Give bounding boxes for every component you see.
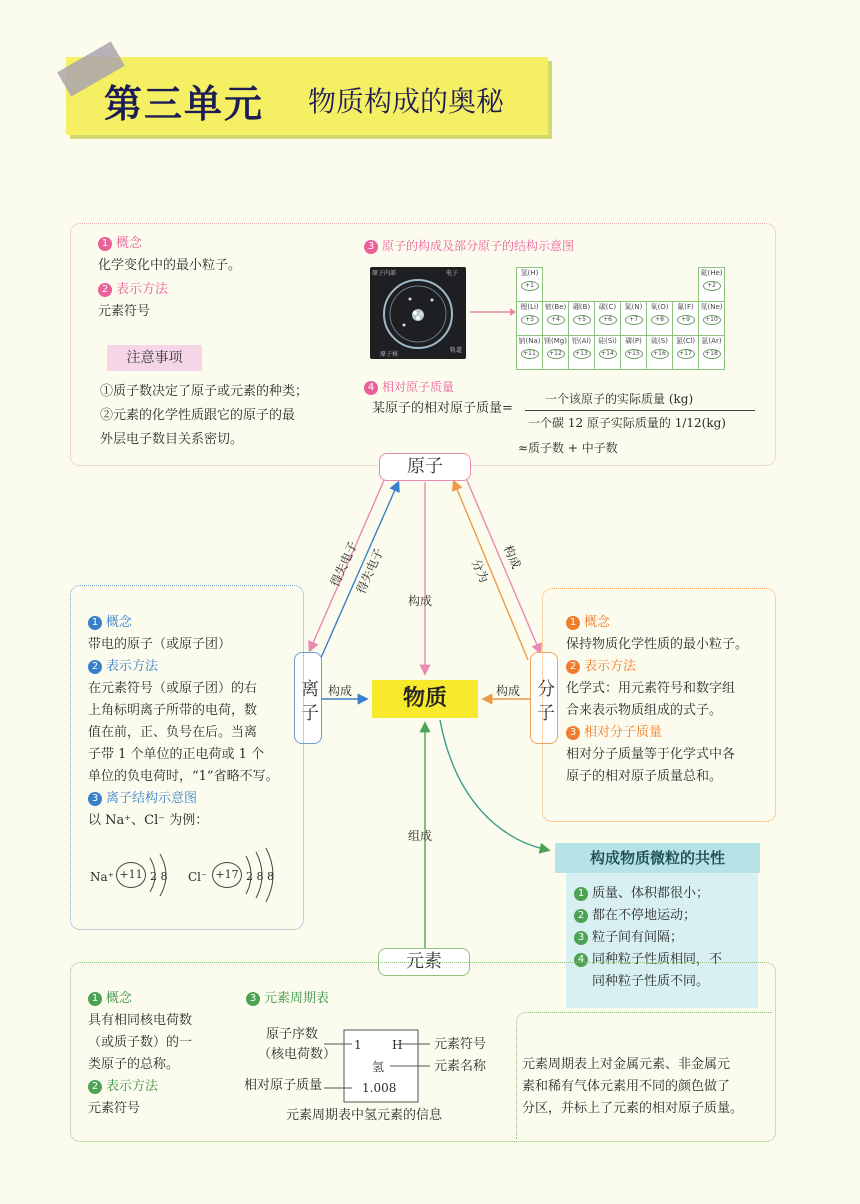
ion-repr-line-5: 单位的负电荷时，“1”省略不写。 [88,769,279,784]
element-cell-charge: +5 [573,315,591,325]
pt-atomic-no-label-1: 原子序数 [266,1027,319,1042]
element-cell-charge: +13 [573,349,591,359]
atom-structure-heading: 3 原子的构成及部分原子的结构示意图 [364,235,574,257]
label-mol-compose: 构成 [500,543,524,571]
ram-lhs: 某原子的相对原子质量= [372,401,513,416]
atom-repr-text: 元素符号 [98,304,151,319]
element-note [522,1054,772,1120]
common-item-4: 同种粒子性质相同，不 [592,952,723,967]
ion-diagram-intro: 以 Na⁺、Cl⁻ 为例： [88,813,209,828]
element-cell-name: 铝(Al) [571,337,592,345]
ram-numerator: 一个该原子的实际质量 (kg) [545,392,694,406]
element-cell-name: 氢(H) [520,269,539,277]
label-gain-lose-1: 得失电子 [327,539,361,589]
label-element-to-matter: 组成 [408,829,433,843]
ion-repr-line-2: 上角标明离子所带的电荷，数 [88,703,258,718]
pt-mass-value: 1.008 [362,1081,397,1095]
atom-left-column: 1 概念 化学变化中的最小粒子。 2 表示方法 元素符号 [98,233,348,323]
element-cell-name: 氦(He) [700,269,723,277]
element-cell-name: 硅(Si) [598,337,617,345]
mol-repr-line-1: 化学式：用元素符号和数字组 [566,681,736,696]
element-concept-heading: 概念 [106,991,133,1006]
ion-diagram-heading: 离子结构示意图 [106,791,198,806]
element-cell-name: 硼(B) [572,303,591,311]
element-cell-charge: +11 [521,349,539,359]
element-concept-line-3: 类原子的总称。 [88,1057,180,1072]
ion-repr-line-4: 子带 1 个单位的正电荷或 1 个 [88,747,265,762]
element-cell-charge: +17 [677,349,695,359]
element-cell-charge: +4 [547,315,565,325]
element-cell-charge: +15 [625,349,643,359]
pt-caption: 元素周期表中氢元素的信息 [286,1108,443,1123]
ion-repr-line-3: 值在前，正、负号在后。当离 [88,725,258,740]
na-nucleus: +11 [116,862,146,888]
node-molecule: 分子 [530,652,558,744]
mol-rmm-line-2: 原子的相对原子质量总和。 [566,769,723,784]
pt-symbol-label: 元素符号 [434,1037,487,1052]
ion-concept-text: 带电的原子（或原子团） [88,637,232,652]
element-cell-charge: +14 [599,349,617,359]
pt-number: 1 [354,1038,362,1052]
img-label-nucleus: 原子核 [380,351,399,358]
element-cell-charge: +3 [521,315,539,325]
ion-repr-heading: 表示方法 [106,659,159,674]
ram-denominator: 一个碳 12 原子实际质量的 1/12(kg) [528,416,726,430]
element-repr-text: 元素符号 [88,1101,141,1116]
cl-nucleus: +17 [212,862,242,888]
ion-repr-line-1: 在元素符号（或原子团）的右 [88,681,258,696]
element-cell-name: 氖(Ne) [700,303,723,311]
element-cell-charge: +10 [703,315,721,325]
ram-heading: 4 相对原子质量 [364,376,454,398]
element-cell-charge: +1 [521,281,539,291]
element-cell-charge: +7 [625,315,643,325]
pt-symbol: H [392,1038,403,1052]
notice-item-1: ①质子数决定了原子或元素的种类； [100,384,309,399]
common-item-3: 粒子间有间隔； [592,930,684,945]
element-note-line-1: 元素周期表上对金属元素、非金属元 [522,1057,731,1072]
label-gain-lose-2: 得失电子 [353,546,387,596]
img-label-electron: 电子 [446,270,459,277]
element-cell-charge: +12 [547,349,565,359]
unit-subtitle: 物质构成的奥秘 [308,85,505,118]
mol-repr-heading: 表示方法 [584,659,637,674]
na-shell-counts: 2 8 [150,870,168,883]
pt-name: 氢 [372,1060,385,1074]
mol-rmm-heading: 相对分子质量 [584,725,663,740]
element-cell-name: 氩(Ar) [701,337,722,345]
common-properties-list: 1 质量、体积都很小； 2 都在不停地运动； 3 粒子间有间隔； 4 同种粒子性质相同，不 同种粒子性质不同。 [574,883,758,993]
label-ion-to-matter: 构成 [328,684,353,698]
element-cell-name: 镁(Mg) [544,337,567,345]
element-cell-charge: +9 [677,315,695,325]
cl-label: Cl⁻ [188,870,208,884]
mol-concept-text: 保持物质化学性质的最小粒子。 [566,637,749,652]
pt-mass-label: 相对原子质量 [244,1078,323,1093]
element-cell-name: 碳(C) [598,303,617,311]
mol-repr-line-2: 合来表示物质组成的式子。 [566,703,723,718]
img-label-orbit: 轨道 [450,347,463,354]
label-atom-compose: 构成 [408,594,433,608]
atom-concept-heading: 概念 [116,236,143,251]
element-repr-heading: 表示方法 [106,1079,159,1094]
common-properties-tag: 构成物质微粒的共性 [555,843,760,873]
element-cell-name: 硫(S) [651,337,668,345]
element-cell-name: 钠(Na) [518,337,541,345]
node-matter: 物质 [372,680,478,718]
element-cell-charge: +16 [651,349,669,359]
element-concept-line-2: （或质子数）的一 [88,1035,193,1050]
node-atom: 原子 [379,453,471,481]
atom-repr-heading: 表示方法 [116,282,169,297]
na-label: Na⁺ [90,870,114,884]
element-left-column: 1 概念 具有相同核电荷数 （或质子数）的一 类原子的总称。 2 表示方法 元素符号 [88,988,238,1120]
label-mol-to-matter: 构成 [496,684,521,698]
element-cell-name: 磷(P) [625,337,642,345]
element-pt-heading: 3 元素周期表 [246,988,329,1010]
unit-title: 第三单元 [104,82,265,126]
element-cell-charge: +6 [599,315,617,325]
ram-approx: ≈质子数 + 中子数 [518,441,618,455]
common-item-2: 都在不停地运动； [592,908,697,923]
img-label-inner: 原子内部 [372,270,397,277]
cl-shell-counts: 2 8 8 [246,870,274,883]
element-cell-name: 氮(N) [624,303,643,311]
molecule-content: 1 概念 保持物质化学性质的最小粒子。 2 表示方法 化学式：用元素符号和数字组 合来表示物质组成的式子。 3 相对分子质量 相对分子质量等于化学式中各 原子的相对原子质量总和。 [566,612,776,788]
element-cell-name: 氟(F) [677,303,694,311]
element-cell-name: 铍(Be) [544,303,567,311]
element-cell-charge: +2 [703,281,721,291]
element-cell-charge: +8 [651,315,669,325]
ion-content: 1 概念 带电的原子（或原子团） 2 表示方法 在元素符号（或原子团）的右 上角标明离子所带的电荷，数 值在前，正、负号在后。当离 子带 1 个单位的正电荷或 1 个 单位的负电荷时，“1”省略不写。 3 离子结构示意图 以 Na⁺、Cl⁻ 为例： [88,612,302,832]
element-note-line-2: 素和稀有气体元素用不同的颜色做了 [522,1079,731,1094]
node-element: 元素 [378,948,470,976]
element-cell-name: 锂(Li) [520,303,539,311]
mol-rmm-line-1: 相对分子质量等于化学式中各 [566,747,736,762]
element-note-line-3: 分区，并标上了元素的相对原子质量。 [522,1101,744,1116]
notice-tag: 注意事项 [107,345,202,371]
notice-item-2: ②元素的化学性质跟它的原子的最 [100,408,296,423]
pt-atomic-no-label-2: （核电荷数） [258,1047,337,1062]
node-ion: 离子 [294,652,322,744]
element-cell-name: 氧(O) [650,303,669,311]
element-cell-name: 氯(Cl) [675,337,696,345]
common-item-1: 质量、体积都很小； [592,886,710,901]
pt-name-label: 元素名称 [434,1059,487,1074]
mol-concept-heading: 概念 [584,615,611,630]
notice-item-3: 外层电子数目关系密切。 [100,432,244,447]
common-item-5: 同种粒子性质不同。 [592,974,710,989]
element-concept-line-1: 具有相同核电荷数 [88,1013,193,1028]
ion-concept-heading: 概念 [106,615,133,630]
atom-concept-text: 化学变化中的最小粒子。 [98,258,242,273]
label-split: 分为 [468,557,492,585]
element-cell-charge: +18 [703,349,721,359]
